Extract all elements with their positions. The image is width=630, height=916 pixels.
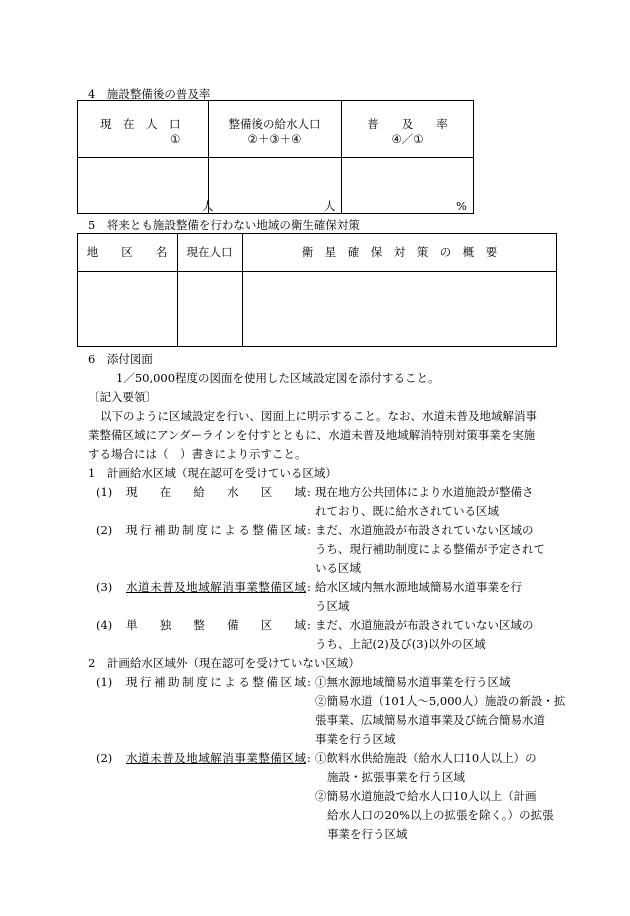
item-desc-line: 事業を行う区域 (315, 732, 396, 746)
coverage-rate-unit: % (456, 199, 467, 213)
item-desc-line: 張事業、広域簡易水道事業及び統合簡易水道 (315, 713, 545, 727)
item-desc-line: 施設・拡張事業を行う区域 (327, 770, 465, 784)
item-desc-line: ①飲料水供給施設（給水人口10人以上）の (315, 751, 537, 765)
item-desc-line: 事業を行う区域 (327, 827, 408, 841)
current-population-header: 現在人口 (186, 245, 233, 259)
item-number: (1) (96, 675, 113, 689)
item-colon: : (307, 751, 311, 765)
notes-title: 〔記入要領〕 (88, 390, 157, 404)
section-4-heading: 4 施設整備後の普及率 (88, 87, 211, 101)
item-desc-line: 給水人口の20%以上の拡張を除く。）の拡張 (327, 808, 554, 822)
item-number: (2) (96, 523, 113, 537)
notes-paragraph-line: 以下のように区域設定を行い、図面上に明示すること。なお、水道未普及地域解消事 (100, 409, 537, 423)
item-number: (1) (96, 485, 113, 499)
item-desc-line: うち、現行補助制度による整備が予定されて (315, 542, 545, 556)
current-population-header: 現 在 人 口 (100, 117, 181, 131)
item-desc-line: れており、既に給水されている区域 (315, 504, 499, 518)
item-colon: : (307, 523, 311, 537)
item-desc-line: ②簡易水道（101人～5,000人）施設の新設・拡 (315, 694, 566, 708)
item-desc-line: 給水区域内無水源地域簡易水道事業を行 (315, 580, 522, 594)
item-label-underlined: 水道未普及地域解消事業整備区域 (126, 751, 306, 765)
area-1-heading: 1 計画給水区域（現在認可を受けている区域） (88, 466, 337, 480)
item-label: 現行補助制度による整備区域 (126, 675, 306, 689)
item-label-underlined: 水道未普及地域解消事業整備区域 (126, 580, 306, 594)
section-6-heading: 6 添付図面 (88, 352, 153, 366)
sanitation-measures-header: 衛 星 確 保 対 策 の 概 要 (301, 245, 498, 259)
item-desc-line: まだ、水道施設が布設されていない区域の (315, 523, 534, 537)
item-label: 単独整備区域 (126, 618, 306, 632)
section-5-heading: 5 将来とも施設整備を行わない地域の衛生確保対策 (88, 218, 360, 232)
coverage-rate-header: 普 及 率 (367, 117, 448, 131)
item-number: (3) (96, 580, 113, 594)
coverage-rate-ref: ④／① (391, 132, 424, 146)
item-number: (4) (96, 618, 113, 632)
planned-population-unit: 人 (324, 199, 336, 213)
item-label: 現行補助制度による整備区域 (126, 523, 306, 537)
attachment-instruction: 1／50,000程度の図面を使用した区域設定図を添付すること。 (116, 371, 440, 385)
current-population-ref: ① (170, 132, 181, 146)
planned-population-ref: ②＋③＋④ (247, 132, 302, 146)
item-desc-line: うち、上記(2)及び(3)以外の区域 (315, 637, 486, 651)
item-desc-line: まだ、水道施設が布設されていない区域の (315, 618, 534, 632)
item-colon: : (307, 580, 311, 594)
item-desc-line: う区域 (315, 599, 350, 613)
item-colon: : (307, 618, 311, 632)
item-desc-line: いる区域 (315, 561, 361, 575)
item-desc-line: ①無水源地域簡易水道事業を行う区域 (315, 675, 511, 689)
current-population-unit: 人 (202, 199, 214, 213)
area-2-heading: 2 計画給水区域外（現在認可を受けていない区域） (88, 656, 360, 670)
item-colon: : (307, 485, 311, 499)
item-desc-line: 現在地方公共団体により水道施設が整備さ (315, 485, 534, 499)
notes-paragraph-line: する場合には（ ）書きにより示すこと。 (88, 447, 307, 461)
item-desc-line: ②簡易水道施設で給水人口10人以上（計画 (315, 789, 537, 803)
item-label: 現在給水区域 (126, 485, 306, 499)
planned-population-header: 整備後の給水人口 (228, 117, 321, 131)
notes-paragraph-line: 業整備区域にアンダーラインを付すとともに、水道未普及地域解消特別対策事業を実施 (88, 428, 536, 442)
district-name-header: 地 区 名 (86, 245, 168, 259)
item-colon: : (307, 675, 311, 689)
item-number: (2) (96, 751, 113, 765)
